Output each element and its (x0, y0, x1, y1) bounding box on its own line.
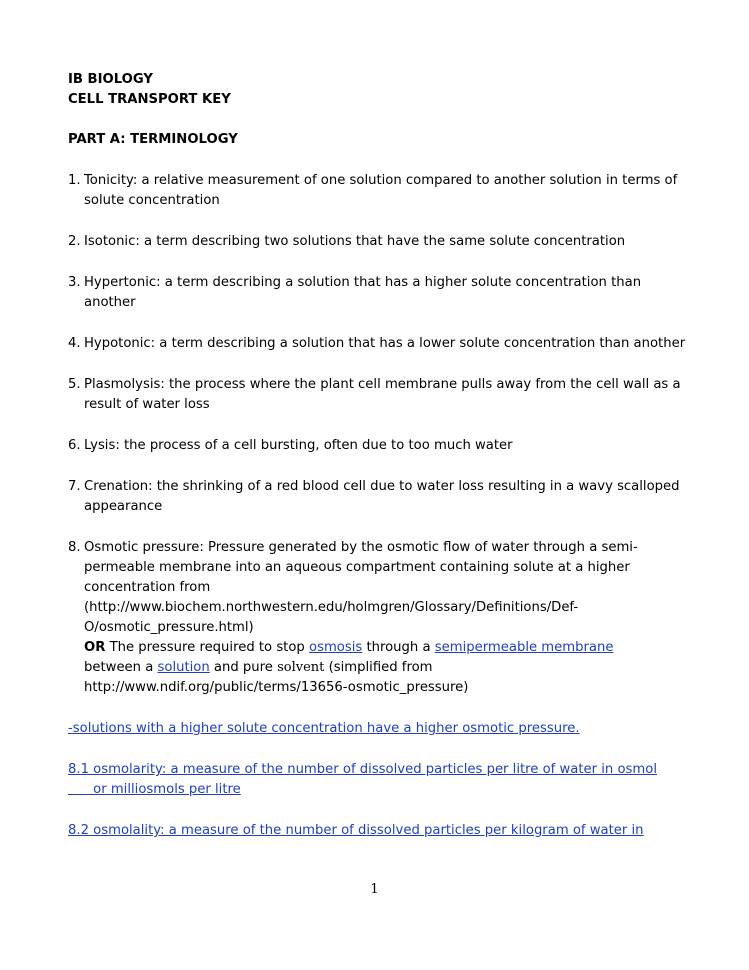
definition-text: (simplified from (324, 660, 433, 675)
solvent-word: solvent (277, 660, 325, 675)
item-number: 4. (68, 336, 81, 351)
source-url-line: (http://www.biochem.northwestern.edu/holmgren/Glossary/Definitions/Def- (84, 600, 579, 615)
list-item-osmotic-pressure (68, 538, 688, 698)
item-number: 6. (68, 438, 81, 453)
definition-text: The pressure required to stop (105, 640, 309, 655)
list-item (68, 375, 688, 415)
osmotic-pressure-note: -solutions with a higher solute concentration have a higher osmotic pressure. (68, 721, 580, 736)
osmolarity-line-cont (68, 780, 688, 800)
alternate-definition-line (84, 658, 688, 678)
item-text: Lysis: the process of a cell bursting, often due to too much water (84, 438, 513, 453)
or-label: OR (84, 640, 106, 655)
section-heading: PART A: TERMINOLOGY (68, 132, 238, 147)
item-number: 2. (68, 234, 81, 249)
item-text: Hypotonic: a term describing a solution that has a lower solute concentration than another (84, 336, 686, 351)
list-item (68, 232, 688, 252)
item-text: Crenation: the shrinking of a red blood cell due to water loss resulting in a wavy scalloped appearance (84, 479, 680, 514)
item-line: Osmotic pressure: Pressure generated by the osmotic flow of water through a semi- (84, 540, 638, 555)
item-number: 7. (68, 479, 81, 494)
item-number: 1. (68, 173, 81, 188)
source-url-line: http://www.ndif.org/public/terms/13656-osmotic_pressure) (84, 680, 469, 695)
osmosis-link[interactable]: osmosis (309, 640, 363, 655)
item-text: Isotonic: a term describing two solutions that have the same solute concentration (84, 234, 626, 249)
item-line: concentration from (84, 580, 211, 595)
document-body (68, 70, 688, 841)
page-number: 1 (370, 882, 379, 897)
osmolarity-line: 8.1 osmolarity: a measure of the number of dissolved particles per litre of water in osmol (68, 762, 657, 777)
definition-text: between a (84, 660, 158, 675)
list-item (68, 273, 688, 313)
item-text: Hypertonic: a term describing a solution that has a higher solute concentration than another (84, 275, 642, 310)
osmolarity-definition (68, 760, 688, 800)
osmolality-definition: 8.2 osmolality: a measure of the number of dissolved particles per kilogram of water in (68, 823, 644, 838)
solution-link[interactable]: solution (157, 660, 210, 675)
definition-text: and pure (209, 660, 278, 675)
document-title: CELL TRANSPORT KEY (68, 92, 231, 107)
item-number: 5. (68, 377, 81, 392)
list-item (68, 477, 688, 517)
definition-text: through a (362, 640, 435, 655)
course-title: IB BIOLOGY (68, 72, 153, 87)
list-item (68, 436, 688, 456)
item-text: Tonicity: a relative measurement of one solution compared to another solution in terms of solute concentration (84, 173, 678, 208)
item-line: permeable membrane into an aqueous compartment containing solute at a higher (84, 560, 630, 575)
item-number: 8. (68, 540, 81, 555)
semipermeable-membrane-link[interactable]: semipermeable membrane (434, 640, 614, 655)
item-number: 3. (68, 275, 81, 290)
source-url-line: O/osmotic_pressure.html) (84, 620, 254, 635)
item-text: Plasmolysis: the process where the plant cell membrane pulls away from the cell wall as a result of water loss (84, 377, 681, 412)
list-item (68, 171, 688, 211)
list-item (68, 334, 688, 354)
alternate-definition-line (84, 638, 688, 658)
osmolarity-line-text: or milliosmols per litre (93, 782, 241, 797)
